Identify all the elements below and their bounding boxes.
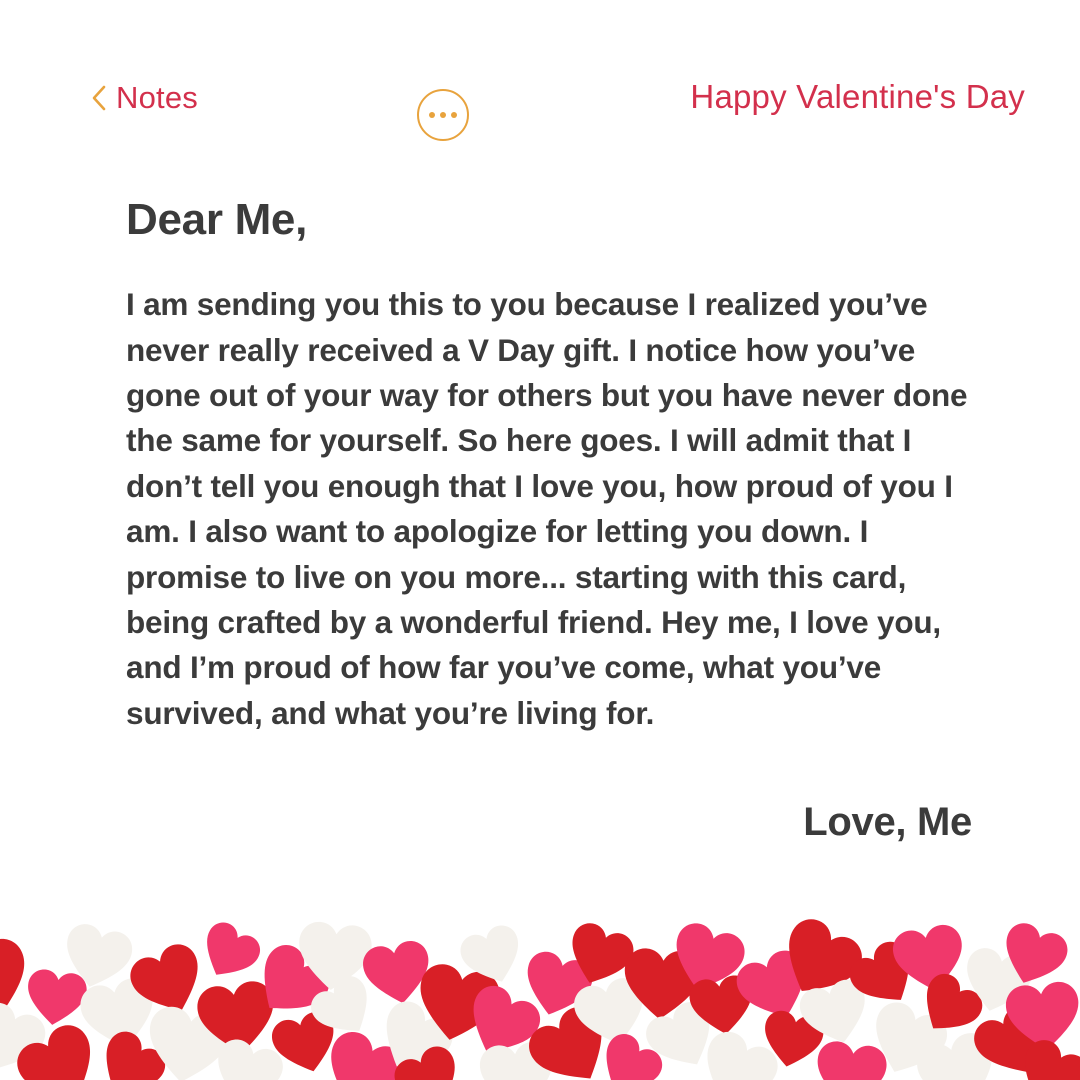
letter-text: I am sending you this to you because I realized you’ve never really received a V Day gift. I notice how you’ve gone out of your way for others but you have never done the same for yourself. So here goes. I will admit that I don’t tell you enough that I love you, how proud of you I am. I also want to apologize for letting you down. I promise to live on you more... starting with this card, being crafted by a wonderful friend. Hey me, I love you, and I’m proud of how far you’ve come, what you’ve survived, and what you’re living for. [126,286,968,731]
ellipsis-icon-dot [429,112,435,118]
ellipsis-icon-dot [451,112,457,118]
salutation: Dear Me, [126,195,308,244]
greeting-title: Happy Valentine's Day [690,78,1025,115]
ellipsis-icon-dot [440,112,446,118]
back-to-notes-button[interactable] [92,82,198,113]
signature: Love, Me [803,800,972,844]
chevron-left-icon [92,85,106,111]
more-options-button[interactable] [417,89,469,141]
candy-hearts-border [0,830,1080,1080]
back-label: Notes [116,80,198,115]
note-header [0,78,1080,144]
note-body [126,196,986,736]
